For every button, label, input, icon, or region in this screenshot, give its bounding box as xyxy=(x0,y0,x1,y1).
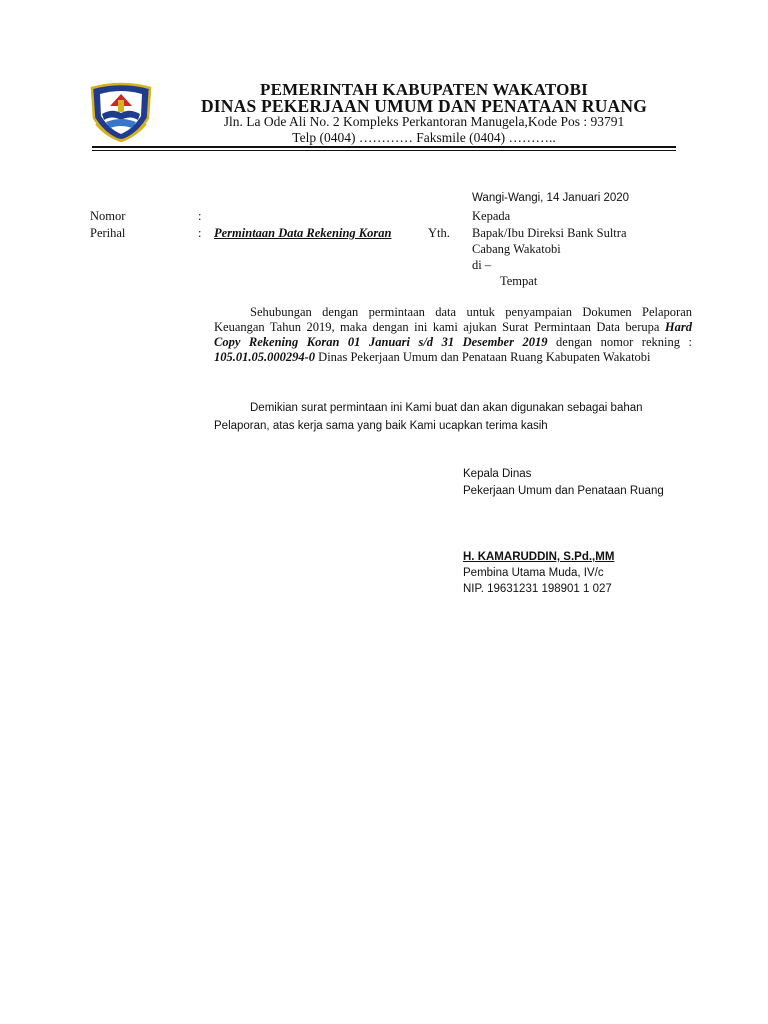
perihal-colon: : xyxy=(198,226,202,240)
signer-rank: Pembina Utama Muda, IV/c xyxy=(463,567,604,579)
body-text-2: dengan nomor rekning : xyxy=(547,335,692,349)
letterhead-government: PEMERINTAH KABUPATEN WAKATOBI xyxy=(260,80,588,99)
signer-title-1: Kepala Dinas xyxy=(463,468,532,480)
nomor-label: Nomor xyxy=(90,209,126,223)
letterhead-divider-thin xyxy=(92,150,676,151)
body-text-3: Dinas Pekerjaan Umum dan Penataan Ruang Kabupaten Wakatobi xyxy=(315,350,651,364)
body-paragraph xyxy=(214,305,692,365)
body-text-1: Sehubungan dengan permintaan data untuk penyampaian Dokumen Pelaporan Keuangan Tahun 2019, maka dengan ini kami ajukan Surat Permintaan Data berupa xyxy=(214,305,692,334)
recipient-tempat: Tempat xyxy=(500,274,538,288)
letterhead-contact: Telp (0404) ………… Faksmile (0404) ……….. xyxy=(292,130,556,145)
place-date: Wangi-Wangi, 14 Januari 2020 xyxy=(472,192,630,204)
letterhead-divider-thick xyxy=(92,146,676,148)
recipient-kepada: Kepada xyxy=(472,209,511,223)
body-period-highlight: Hard Copy Rekening Koran 01 Januari s/d 31 Desember 2019 xyxy=(214,320,692,349)
letterhead-agency: DINAS PEKERJAAN UMUM DAN PENATAAN RUANG xyxy=(200,96,648,116)
signer-name: H. KAMARUDDIN, S.Pd.,MM xyxy=(463,551,615,563)
perihal-value: Permintaan Data Rekening Koran xyxy=(214,226,392,240)
yth-label: Yth. xyxy=(428,226,450,240)
perihal-label: Perihal xyxy=(90,226,126,240)
closing-line-2: Pelaporan, atas kerja sama yang baik Kami ucapkan terima kasih xyxy=(214,420,548,432)
signer-title-2: Pekerjaan Umum dan Penataan Ruang xyxy=(463,485,664,497)
signer-nip: NIP. 19631231 198901 1 027 xyxy=(463,583,612,595)
letterhead-address: Jln. La Ode Ali No. 2 Kompleks Perkantoran Manugela,Kode Pos : 93791 xyxy=(223,114,625,129)
recipient-line1: Bapak/Ibu Direksi Bank Sultra xyxy=(472,226,627,240)
regency-emblem-icon xyxy=(88,80,154,142)
recipient-di: di – xyxy=(472,258,492,272)
closing-line-1: Demikian surat permintaan ini Kami buat dan akan digunakan sebagai bahan xyxy=(250,402,643,414)
account-number: 105.01.05.000294-0 xyxy=(214,350,316,364)
closing-paragraph xyxy=(214,399,694,435)
recipient-line2: Cabang Wakatobi xyxy=(472,242,561,256)
nomor-colon: : xyxy=(198,209,202,223)
